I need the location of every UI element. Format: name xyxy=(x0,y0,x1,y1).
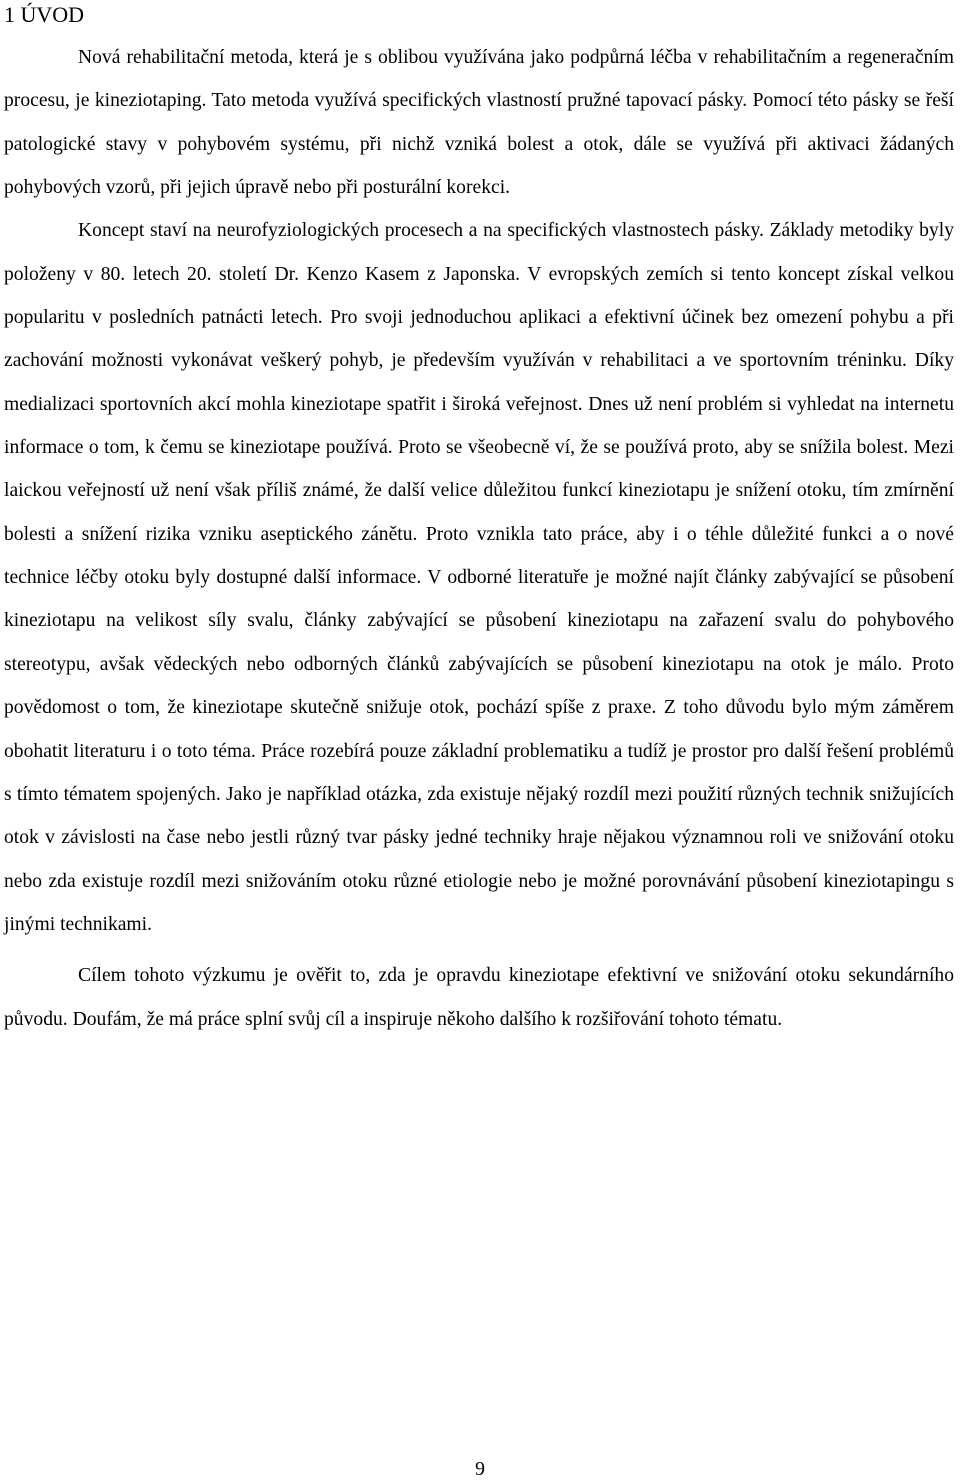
paragraph-aim: Cílem tohoto výzkumu je ověřit to, zda je opravdu kineziotape efektivní ve snižování otoku sekundárního původu. Doufám, že má práce splní svůj cíl a inspiruje někoho dalšího k rozšiřování tohoto tématu. xyxy=(4,965,954,1030)
body-text xyxy=(4,36,954,1041)
chapter-heading: 1 ÚVOD xyxy=(4,2,85,27)
paragraph-concept: Koncept staví na neurofyziologických procesech a na specifických vlastnostech pásky. Základy metodiky byly položeny v 80. letech 20. století Dr. Kenzo Kasem z Japonska. V evropských zemích si tento koncept získal velkou popularitu v posledních patnácti letech. Pro svoji jednoduchou aplikaci a efektivní účinek bez omezení pohybu a při zachování možnosti vykonávat veškerý pohyb, je především využíván v rehabilitaci a ve sportovním tréninku. Díky medializaci sportovních akcí mohla kineziotape spatřit i široká veřejnost. Dnes už není problém si vyhledat na internetu informace o tom, k čemu se kineziotape používá. Proto se všeobecně ví, že se používá proto, aby se snížila bolest. Mezi laickou veřejností už není však příliš známé, že další velice důležitou funkcí kineziotapu je snížení otoku, tím zmírnění bolesti a snížení rizika vzniku aseptického zánětu. Proto vznikla tato práce, aby i o téhle důležité funkci a o nové technice léčby otoku byly dostupné další informace. V odborné literatuře je možné najít články zabývající se působení kineziotapu na velikost síly svalu, články zabývající se působení kineziotapu na zařazení svalu do pohybového stereotypu, avšak vědeckých nebo odborných článků zabývajících se působení kineziotapu na otok je málo. Proto povědomost o tom, že kineziotape skutečně snižuje otok, pochází spíše z praxe. Z toho důvodu bylo mým záměrem obohatit literaturu i o toto téma. Práce rozebírá pouze základní problematiku a tudíž je prostor pro další řešení problémů s tímto tématem spojených. Jako je například otázka, zda existuje nějaký rozdíl mezi použití různých technik snižujících otok v závislosti na čase nebo jestli různý tvar pásky jedné techniky hraje nějakou významnou roli ve snižování otoku nebo zda existuje rozdíl mezi snižováním otoku různé etiologie nebo je možné porovnávání působení kineziotapingu s jinými technikami. xyxy=(4,220,954,935)
paragraph-intro: Nová rehabilitační metoda, která je s oblibou využívána jako podpůrná léčba v rehabilitačním a regeneračním procesu, je kineziotaping. Tato metoda využívá specifických vlastností pružné tapovací pásky. Pomocí této pásky se řeší patologické stavy v pohybovém systému, při nichž vzniká bolest a otok, dále se využívá při aktivaci žádaných pohybových vzorů, při jejich úpravě nebo při posturální korekci. xyxy=(4,47,954,199)
page-number: 9 xyxy=(475,1458,485,1480)
